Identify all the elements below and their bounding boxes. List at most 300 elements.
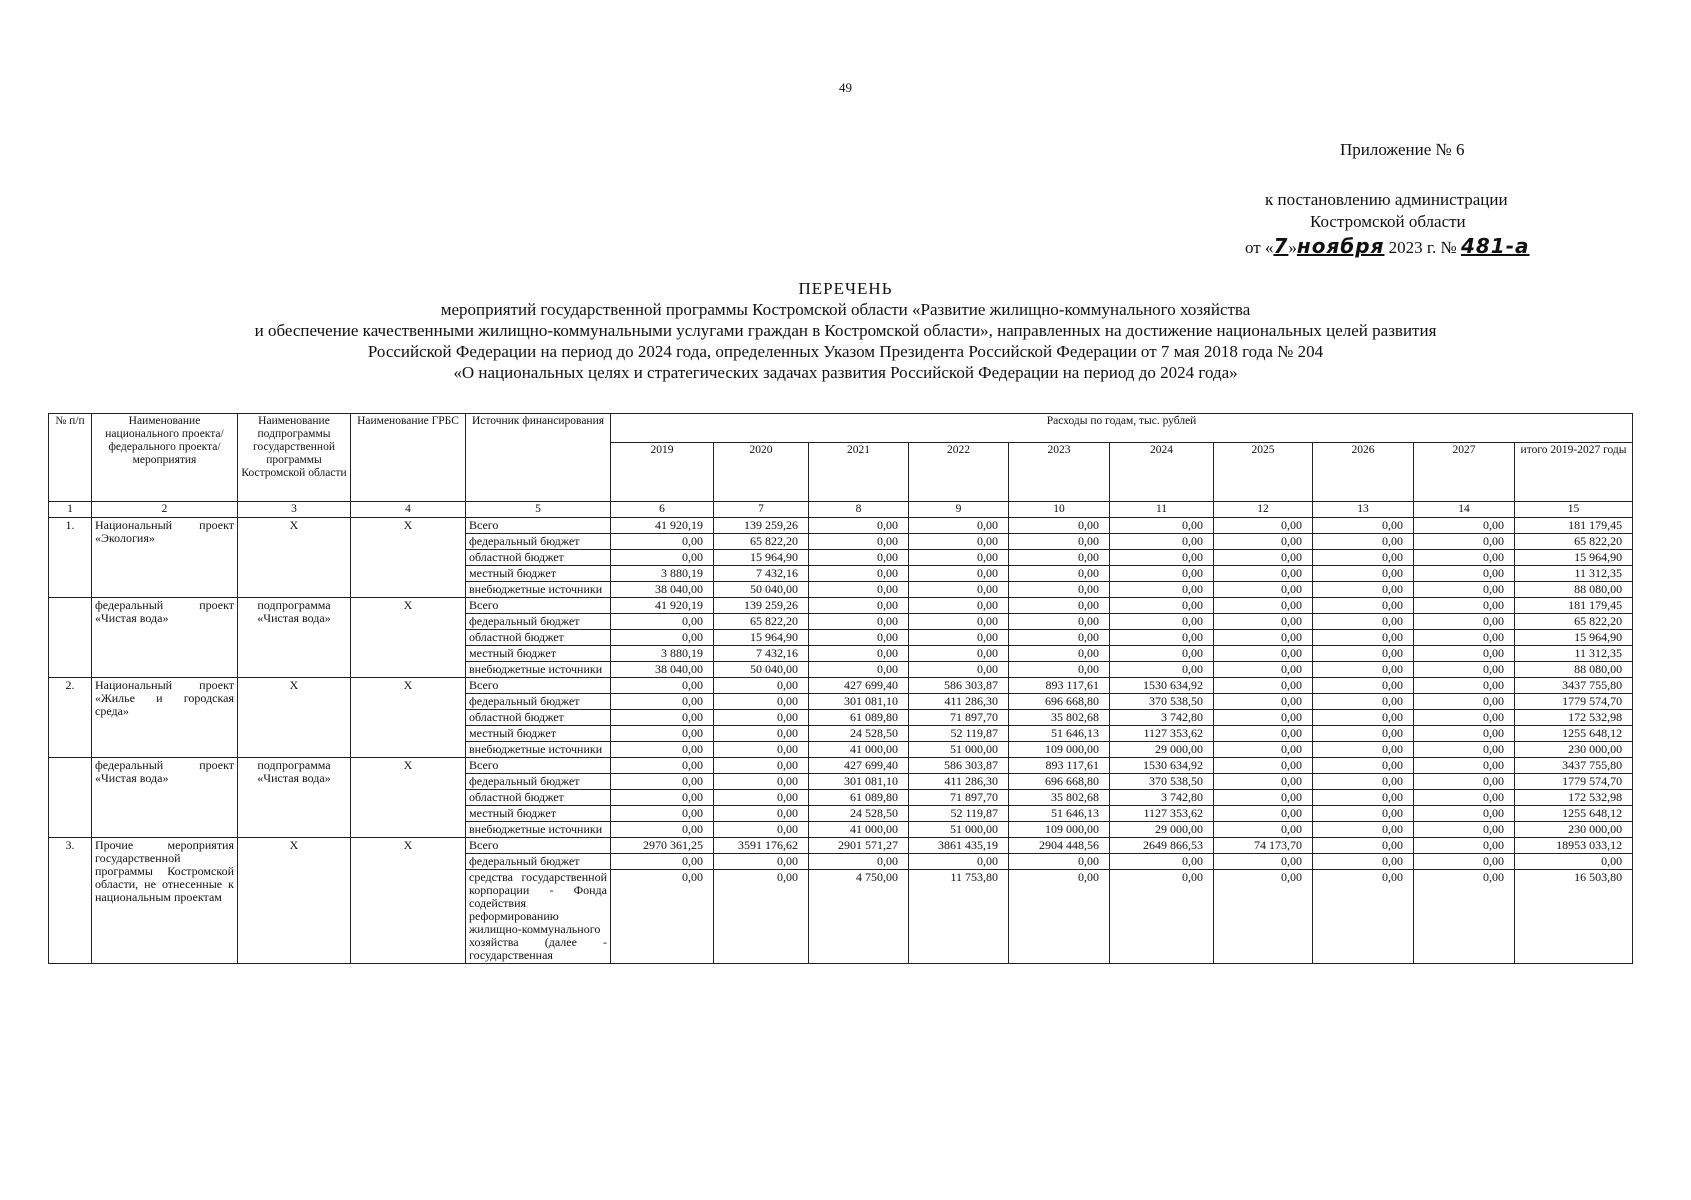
value-cell: 0,00 (1313, 710, 1414, 726)
funding-source: Всего (466, 598, 611, 614)
value-cell: 50 040,00 (714, 582, 809, 598)
value-cell: 0,00 (1214, 550, 1313, 566)
funding-source: областной бюджет (466, 710, 611, 726)
value-cell: 0,00 (1414, 726, 1515, 742)
value-cell: 0,00 (1009, 598, 1110, 614)
value-cell: 24 528,50 (809, 726, 909, 742)
value-total: 172 532,98 (1515, 710, 1633, 726)
value-cell: 0,00 (1414, 854, 1515, 870)
value-cell: 0,00 (714, 694, 809, 710)
col-number: 15 (1515, 502, 1633, 518)
value-cell: 0,00 (1313, 662, 1414, 678)
funding-source: областной бюджет (466, 550, 611, 566)
header-year: 2022 (909, 443, 1009, 502)
title-line-4: «О национальных целях и стратегических задачах развития Российской Федерации на период до 2024 года» (453, 363, 1238, 382)
col-number: 5 (466, 502, 611, 518)
value-cell: 0,00 (1214, 758, 1313, 774)
value-cell: 0,00 (909, 598, 1009, 614)
value-total: 181 179,45 (1515, 518, 1633, 534)
value-total: 1779 574,70 (1515, 694, 1633, 710)
value-cell: 38 040,00 (611, 582, 714, 598)
value-cell: 0,00 (714, 806, 809, 822)
value-cell: 0,00 (1414, 646, 1515, 662)
value-cell: 3 742,80 (1110, 710, 1214, 726)
value-cell: 1127 353,62 (1110, 806, 1214, 822)
value-cell: 61 089,80 (809, 790, 909, 806)
value-cell: 0,00 (1313, 582, 1414, 598)
value-cell: 0,00 (1214, 598, 1313, 614)
value-cell: 4 750,00 (809, 870, 909, 964)
value-cell: 0,00 (909, 566, 1009, 582)
value-total: 230 000,00 (1515, 742, 1633, 758)
header-column-numbers (49, 502, 1633, 518)
value-cell: 1530 634,92 (1110, 758, 1214, 774)
funding-source: Всего (466, 758, 611, 774)
value-cell: 52 119,87 (909, 806, 1009, 822)
value-total: 15 964,90 (1515, 550, 1633, 566)
decree-line-2: Костромской области (1310, 212, 1466, 231)
value-cell: 0,00 (809, 614, 909, 630)
value-cell: 0,00 (611, 534, 714, 550)
project-name: федеральный проект «Чистая вода» (92, 758, 238, 838)
value-cell: 0,00 (1214, 806, 1313, 822)
value-cell: 52 119,87 (909, 726, 1009, 742)
value-total: 0,00 (1515, 854, 1633, 870)
value-cell: 0,00 (1313, 534, 1414, 550)
table-row (49, 758, 1633, 774)
header-no: № п/п (49, 414, 92, 502)
value-cell: 0,00 (1110, 870, 1214, 964)
col-number: 13 (1313, 502, 1414, 518)
value-cell: 0,00 (1313, 822, 1414, 838)
subprogram-name: Х (238, 838, 351, 964)
value-cell: 0,00 (1214, 614, 1313, 630)
value-cell: 0,00 (1110, 598, 1214, 614)
header-year: 2027 (1414, 443, 1515, 502)
funding-source: Всего (466, 838, 611, 854)
document-title (0, 278, 1691, 383)
value-cell: 0,00 (1313, 518, 1414, 534)
value-cell: 0,00 (1313, 678, 1414, 694)
value-cell: 0,00 (714, 726, 809, 742)
value-total: 3437 755,80 (1515, 678, 1633, 694)
value-cell: 35 802,68 (1009, 790, 1110, 806)
table-body (49, 414, 1633, 964)
value-cell: 0,00 (1414, 822, 1515, 838)
value-total: 88 080,00 (1515, 582, 1633, 598)
value-cell: 109 000,00 (1009, 742, 1110, 758)
header-name: Наименование национального проекта/ федерального проекта/мероприятия (92, 414, 238, 502)
value-cell: 0,00 (1414, 550, 1515, 566)
col-number: 6 (611, 502, 714, 518)
value-cell: 0,00 (1009, 870, 1110, 964)
funding-source: местный бюджет (466, 566, 611, 582)
col-number: 8 (809, 502, 909, 518)
value-cell: 0,00 (1009, 534, 1110, 550)
value-cell: 0,00 (1110, 534, 1214, 550)
value-cell: 1530 634,92 (1110, 678, 1214, 694)
value-cell: 0,00 (714, 790, 809, 806)
value-cell: 0,00 (611, 790, 714, 806)
expenses-table (48, 413, 1633, 964)
value-cell: 0,00 (1313, 694, 1414, 710)
value-total: 1255 648,12 (1515, 806, 1633, 822)
col-number: 12 (1214, 502, 1313, 518)
value-cell: 0,00 (909, 646, 1009, 662)
value-cell: 0,00 (1414, 566, 1515, 582)
title-line-1: мероприятий государственной программы Костромской области «Развитие жилищно-коммунального хозяйства (440, 300, 1251, 319)
value-cell: 0,00 (611, 822, 714, 838)
grbs-name: Х (351, 758, 466, 838)
value-cell: 0,00 (1414, 662, 1515, 678)
value-cell: 0,00 (1414, 518, 1515, 534)
table-row (49, 678, 1633, 694)
date-month-handwritten: ноября (1296, 234, 1385, 258)
value-cell: 65 822,20 (714, 614, 809, 630)
funding-source: средства государственной корпорации - Фонда содействия реформированию жилищно-коммунального хозяйства (далее - государственная (466, 870, 611, 964)
value-cell: 61 089,80 (809, 710, 909, 726)
funding-source: федеральный бюджет (466, 774, 611, 790)
value-total: 15 964,90 (1515, 630, 1633, 646)
value-total: 88 080,00 (1515, 662, 1633, 678)
value-cell: 0,00 (1214, 694, 1313, 710)
funding-source: федеральный бюджет (466, 854, 611, 870)
value-cell: 0,00 (809, 518, 909, 534)
value-cell: 0,00 (611, 694, 714, 710)
value-cell: 0,00 (1110, 566, 1214, 582)
value-cell: 0,00 (1313, 774, 1414, 790)
value-cell: 41 000,00 (809, 742, 909, 758)
decree-date-line (1245, 234, 1530, 258)
value-cell: 0,00 (809, 550, 909, 566)
header-year: 2026 (1313, 443, 1414, 502)
value-cell: 0,00 (909, 534, 1009, 550)
value-cell: 0,00 (1414, 806, 1515, 822)
value-cell: 411 286,30 (909, 694, 1009, 710)
value-cell: 7 432,16 (714, 646, 809, 662)
value-cell: 38 040,00 (611, 662, 714, 678)
value-cell: 0,00 (1313, 870, 1414, 964)
value-cell: 0,00 (1009, 566, 1110, 582)
value-cell: 0,00 (1414, 534, 1515, 550)
col-number: 14 (1414, 502, 1515, 518)
value-cell: 0,00 (1009, 662, 1110, 678)
value-cell: 0,00 (1214, 534, 1313, 550)
value-cell: 0,00 (1110, 550, 1214, 566)
value-cell: 0,00 (1313, 566, 1414, 582)
value-cell: 74 173,70 (1214, 838, 1313, 854)
date-prefix: от « (1245, 238, 1274, 257)
value-cell: 696 668,80 (1009, 694, 1110, 710)
value-cell: 0,00 (1313, 726, 1414, 742)
value-cell: 0,00 (1110, 646, 1214, 662)
header-year: 2020 (714, 443, 809, 502)
value-cell: 0,00 (611, 870, 714, 964)
value-cell: 7 432,16 (714, 566, 809, 582)
value-cell: 0,00 (611, 550, 714, 566)
value-cell: 0,00 (1214, 582, 1313, 598)
col-number: 4 (351, 502, 466, 518)
subprogram-name: подпрограмма «Чистая вода» (238, 758, 351, 838)
funding-source: Всего (466, 518, 611, 534)
value-cell: 0,00 (1414, 790, 1515, 806)
value-cell: 29 000,00 (1110, 822, 1214, 838)
value-cell: 3 880,19 (611, 566, 714, 582)
value-cell: 139 259,26 (714, 598, 809, 614)
header-year: 2023 (1009, 443, 1110, 502)
value-cell: 0,00 (1009, 854, 1110, 870)
header-year: 2021 (809, 443, 909, 502)
value-cell: 0,00 (714, 854, 809, 870)
value-total: 1255 648,12 (1515, 726, 1633, 742)
table-row (49, 598, 1633, 614)
value-cell: 696 668,80 (1009, 774, 1110, 790)
value-cell: 893 117,61 (1009, 758, 1110, 774)
value-cell: 0,00 (1313, 758, 1414, 774)
header-source: Источник финансирования (466, 414, 611, 502)
value-cell: 0,00 (714, 742, 809, 758)
value-cell: 0,00 (611, 726, 714, 742)
title-line-3: Российской Федерации на период до 2024 года, определенных Указом Президента Российской Федерации от 7 мая 2018 года № 204 (367, 342, 1324, 361)
value-cell: 0,00 (809, 646, 909, 662)
row-number: 2. (49, 678, 92, 758)
value-cell: 0,00 (909, 518, 1009, 534)
subprogram-name: Х (238, 518, 351, 598)
value-cell: 2970 361,25 (611, 838, 714, 854)
project-name: Национальный проект «Жилье и городская среда» (92, 678, 238, 758)
value-cell: 0,00 (1214, 566, 1313, 582)
col-number: 1 (49, 502, 92, 518)
value-cell: 0,00 (909, 550, 1009, 566)
col-number: 9 (909, 502, 1009, 518)
value-cell: 3 880,19 (611, 646, 714, 662)
value-cell: 0,00 (714, 678, 809, 694)
value-cell: 427 699,40 (809, 758, 909, 774)
value-cell: 0,00 (1414, 630, 1515, 646)
funding-source: федеральный бюджет (466, 534, 611, 550)
subprogram-name: подпрограмма «Чистая вода» (238, 598, 351, 678)
value-cell: 2901 571,27 (809, 838, 909, 854)
value-cell: 411 286,30 (909, 774, 1009, 790)
value-total: 16 503,80 (1515, 870, 1633, 964)
value-total: 11 312,35 (1515, 566, 1633, 582)
grbs-name: Х (351, 838, 466, 964)
value-cell: 0,00 (1009, 630, 1110, 646)
header-grbs: Наименование ГРБС (351, 414, 466, 502)
value-cell: 0,00 (1313, 598, 1414, 614)
value-cell: 427 699,40 (809, 678, 909, 694)
value-cell: 0,00 (1214, 646, 1313, 662)
row-number (49, 758, 92, 838)
value-cell: 0,00 (1414, 870, 1515, 964)
date-year: 2023 г. № (1388, 238, 1457, 257)
value-cell: 0,00 (611, 678, 714, 694)
decree-line-1: к постановлению администрации (1265, 190, 1508, 209)
value-cell: 35 802,68 (1009, 710, 1110, 726)
value-total: 18953 033,12 (1515, 838, 1633, 854)
funding-source: внебюджетные источники (466, 582, 611, 598)
funding-source: внебюджетные источники (466, 742, 611, 758)
value-cell: 0,00 (909, 854, 1009, 870)
value-cell: 586 303,87 (909, 678, 1009, 694)
value-cell: 0,00 (1414, 582, 1515, 598)
value-cell: 65 822,20 (714, 534, 809, 550)
value-cell: 71 897,70 (909, 710, 1009, 726)
value-cell: 0,00 (909, 662, 1009, 678)
value-cell: 15 964,90 (714, 630, 809, 646)
value-cell: 0,00 (1313, 614, 1414, 630)
header-year: 2025 (1214, 443, 1313, 502)
value-cell: 1127 353,62 (1110, 726, 1214, 742)
value-total: 65 822,20 (1515, 614, 1633, 630)
value-cell: 11 753,80 (909, 870, 1009, 964)
header-expenses: Расходы по годам, тыс. рублей (611, 414, 1633, 443)
header-row-1 (49, 414, 1633, 443)
value-cell: 0,00 (611, 758, 714, 774)
title-line-2: и обеспечение качественными жилищно-коммунальными услугами граждан в Костромской области», направленных на достижение национальных целей развития (254, 321, 1437, 340)
value-cell: 41 000,00 (809, 822, 909, 838)
value-cell: 109 000,00 (1009, 822, 1110, 838)
value-cell: 0,00 (909, 582, 1009, 598)
grbs-name: Х (351, 598, 466, 678)
value-cell: 2649 866,53 (1110, 838, 1214, 854)
col-number: 2 (92, 502, 238, 518)
value-cell: 0,00 (1214, 854, 1313, 870)
value-cell: 0,00 (909, 630, 1009, 646)
value-cell: 0,00 (809, 534, 909, 550)
funding-source: местный бюджет (466, 726, 611, 742)
value-cell: 139 259,26 (714, 518, 809, 534)
value-cell: 0,00 (1214, 870, 1313, 964)
value-cell: 0,00 (1313, 806, 1414, 822)
value-cell: 301 081,10 (809, 774, 909, 790)
value-cell: 0,00 (611, 710, 714, 726)
value-cell: 0,00 (1414, 758, 1515, 774)
value-cell: 0,00 (1214, 630, 1313, 646)
value-cell: 29 000,00 (1110, 742, 1214, 758)
funding-source: федеральный бюджет (466, 614, 611, 630)
value-cell: 0,00 (611, 806, 714, 822)
value-cell: 0,00 (1313, 550, 1414, 566)
funding-source: местный бюджет (466, 646, 611, 662)
value-cell: 0,00 (714, 822, 809, 838)
value-cell: 0,00 (1313, 646, 1414, 662)
value-cell: 0,00 (809, 582, 909, 598)
value-cell: 0,00 (1414, 742, 1515, 758)
funding-source: Всего (466, 678, 611, 694)
value-cell: 0,00 (1414, 710, 1515, 726)
project-name: федеральный проект «Чистая вода» (92, 598, 238, 678)
value-cell: 0,00 (1214, 518, 1313, 534)
value-cell: 51 646,13 (1009, 726, 1110, 742)
value-cell: 0,00 (1009, 550, 1110, 566)
value-cell: 0,00 (611, 614, 714, 630)
value-cell: 0,00 (1313, 790, 1414, 806)
value-cell: 51 000,00 (909, 822, 1009, 838)
value-cell: 0,00 (1110, 614, 1214, 630)
value-cell: 0,00 (714, 758, 809, 774)
value-cell: 370 538,50 (1110, 694, 1214, 710)
funding-source: местный бюджет (466, 806, 611, 822)
value-cell: 41 920,19 (611, 518, 714, 534)
value-cell: 0,00 (1414, 774, 1515, 790)
value-cell: 51 646,13 (1009, 806, 1110, 822)
value-cell: 0,00 (809, 598, 909, 614)
value-cell: 0,00 (1313, 630, 1414, 646)
value-cell: 0,00 (1214, 822, 1313, 838)
value-cell: 0,00 (714, 870, 809, 964)
value-cell: 0,00 (1214, 678, 1313, 694)
row-number (49, 598, 92, 678)
value-cell: 0,00 (1110, 662, 1214, 678)
col-number: 10 (1009, 502, 1110, 518)
header-year-total: итого 2019-2027 годы (1515, 443, 1633, 502)
value-cell: 0,00 (1313, 838, 1414, 854)
value-cell: 0,00 (1214, 774, 1313, 790)
value-cell: 0,00 (1414, 838, 1515, 854)
value-cell: 301 081,10 (809, 694, 909, 710)
value-total: 181 179,45 (1515, 598, 1633, 614)
annex-title: Приложение № 6 (1340, 140, 1465, 159)
grbs-name: Х (351, 678, 466, 758)
subprogram-name: Х (238, 678, 351, 758)
value-cell: 0,00 (1110, 518, 1214, 534)
value-cell: 0,00 (611, 774, 714, 790)
value-cell: 0,00 (1313, 854, 1414, 870)
value-cell: 3 742,80 (1110, 790, 1214, 806)
project-name: Национальный проект «Экология» (92, 518, 238, 598)
value-cell: 0,00 (611, 630, 714, 646)
value-cell: 0,00 (1414, 598, 1515, 614)
decree-number-handwritten: 481-а (1460, 234, 1530, 258)
value-cell: 586 303,87 (909, 758, 1009, 774)
table-row (49, 838, 1633, 854)
value-total: 11 312,35 (1515, 646, 1633, 662)
value-cell: 3591 176,62 (714, 838, 809, 854)
value-cell: 0,00 (1214, 742, 1313, 758)
value-cell: 51 000,00 (909, 742, 1009, 758)
row-number: 1. (49, 518, 92, 598)
value-cell: 0,00 (1110, 630, 1214, 646)
value-cell: 0,00 (1110, 582, 1214, 598)
value-cell: 2904 448,56 (1009, 838, 1110, 854)
value-cell: 0,00 (1214, 662, 1313, 678)
value-cell: 0,00 (714, 774, 809, 790)
header-year: 2024 (1110, 443, 1214, 502)
col-number: 3 (238, 502, 351, 518)
value-cell: 0,00 (809, 566, 909, 582)
value-total: 3437 755,80 (1515, 758, 1633, 774)
value-cell: 0,00 (909, 614, 1009, 630)
date-day-handwritten: 7 (1273, 234, 1289, 258)
value-cell: 24 528,50 (809, 806, 909, 822)
value-total: 172 532,98 (1515, 790, 1633, 806)
value-cell: 0,00 (1214, 710, 1313, 726)
value-cell: 3861 435,19 (909, 838, 1009, 854)
col-number: 7 (714, 502, 809, 518)
value-cell: 0,00 (1414, 694, 1515, 710)
funding-source: внебюджетные источники (466, 662, 611, 678)
value-cell: 0,00 (611, 854, 714, 870)
funding-source: областной бюджет (466, 630, 611, 646)
col-number: 11 (1110, 502, 1214, 518)
value-cell: 71 897,70 (909, 790, 1009, 806)
value-cell: 0,00 (714, 710, 809, 726)
value-total: 230 000,00 (1515, 822, 1633, 838)
row-number: 3. (49, 838, 92, 964)
value-cell: 0,00 (1214, 726, 1313, 742)
funding-source: федеральный бюджет (466, 694, 611, 710)
